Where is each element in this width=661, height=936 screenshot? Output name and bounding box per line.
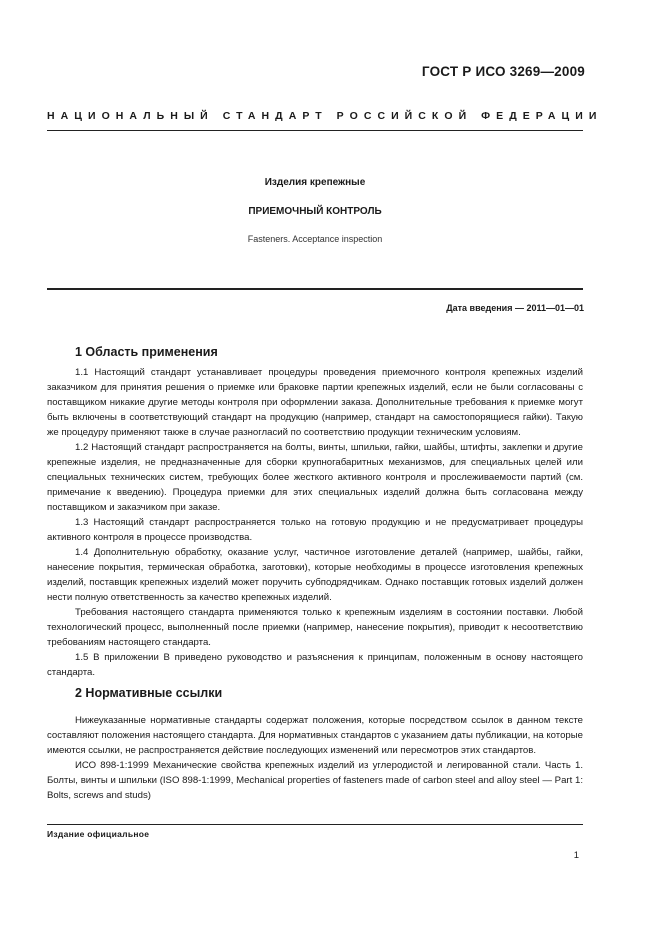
doc-number: ГОСТ Р ИСО 3269—2009	[421, 64, 585, 79]
page-number: 1	[573, 850, 579, 861]
paragraph: 1.3 Настоящий стандарт распространяется только на готовую продукцию и не предусматривает процедуры активного контроля в процессе производства.	[47, 517, 583, 543]
section-1-heading: 1 Область применения	[75, 345, 218, 359]
section-2-heading: 2 Нормативные ссылки	[75, 686, 223, 700]
subject-title: Изделия крепежные	[264, 177, 366, 188]
edition-label: Издание официальное	[47, 829, 150, 839]
section-2-body	[47, 713, 583, 803]
paragraph: 1.2 Настоящий стандарт распространяется на болты, винты, шпильки, гайки, шайбы, штифты, заклепки и другие крепежные изделия, не предназначенные для сборки крупногабаритных механизмов, для специальных целей или специальных технических систем, требующих более жесткого активного контроля и прослеживаемости партий (см. примечание к введению). Процедура приемки для этих специальных изделий должна быть согласована между поставщиком и заказчиком при заказе.	[47, 442, 583, 513]
title-block-rule	[47, 288, 583, 290]
intro-date: Дата введения — 2011—01—01	[446, 303, 584, 313]
document-title: ПРИЕМОЧНЫЙ КОНТРОЛЬ	[248, 206, 382, 217]
footer-rule	[47, 824, 583, 825]
paragraph: ИСО 898-1:1999 Механические свойства крепежных изделий из углеродистой и легированной стали. Часть 1. Болты, винты и шпильки (ISO 898-1:1999, Mechanical properties of fasteners made of carbon steel and alloy steel — Part 1: Bolts, screws and studs)	[47, 760, 583, 801]
english-title: Fasteners. Acceptance inspection	[247, 234, 383, 244]
national-standard-title: НАЦИОНАЛЬНЫЙ СТАНДАРТ РОССИЙСКОЙ ФЕДЕРАЦИИ	[47, 110, 603, 122]
paragraph: 1.5 В приложении В приведено руководство и разъяснения к принципам, положенным в основу настоящего стандарта.	[47, 652, 583, 678]
paragraph: Нижеуказанные нормативные стандарты содержат положения, которые посредством ссылок в данном тексте составляют положения настоящего стандарта. Для нормативных стандартов с указанием даты публикации, на которые имеются ссылки, не распространяется действие последующих изменений или пересмотров этих стандартов.	[47, 715, 583, 756]
paragraph: 1.1 Настоящий стандарт устанавливает процедуры проведения приемочного контроля крепежных изделий заказчиком для принятия решения о приемке или браковке партии крепежных изделий, если не были согласованы с поставщиком никакие другие методы контроля при оформлении заказа. Дополнительные требования к приемке могут быть включены в соответствующий стандарт на продукцию (например, стандарт на самостопорящиеся гайки). Такую же процедуру применяют также в случае разногласий по соответствию продукции техническим условиям.	[47, 367, 583, 438]
paragraph: Требования настоящего стандарта применяются только к крепежным изделиям в состоянии поставки. Любой технологический процесс, выполненный после приемки (например, нанесение покрытия), приводит к несоответствию требованиям настоящего стандарта.	[47, 607, 583, 648]
paragraph: 1.4 Дополнительную обработку, оказание услуг, частичное изготовление деталей (например, шайбы, гайки, нанесение покрытия, термическая обработка, заготовки), которые необходимы в процессе изготовления крепежных изделий, поставщик крепежных изделий может поручить субподрядчикам. Однако поставщик готовых изделий должен нести полную ответственность за качество крепежных изделий.	[47, 547, 583, 603]
section-1-body	[47, 365, 583, 680]
header-rule	[47, 130, 583, 131]
